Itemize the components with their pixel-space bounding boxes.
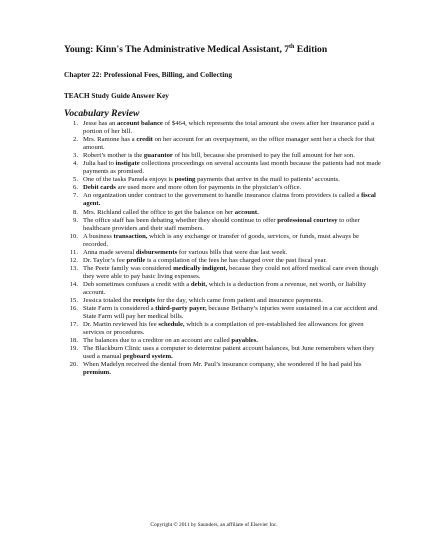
title-edition: Edition: [294, 44, 328, 55]
vocabulary-term: premium.: [83, 369, 111, 377]
guide-heading: TEACH Study Guide Answer Key: [64, 92, 169, 100]
item-number: 17.: [69, 321, 78, 329]
chapter-heading: Chapter 22: Professional Fees, Billing, and Collecting: [64, 70, 233, 79]
list-item: [64, 136, 382, 152]
item-number: 19.: [69, 345, 78, 353]
vocabulary-term: guarantor: [143, 152, 173, 160]
title-text: Young: Kinn's The Administrative Medical Assistant, 7: [64, 44, 290, 55]
item-text: on her account for an overpayment, so the office manager sent her a check for that amount.: [83, 136, 375, 152]
vocabulary-term: debit,: [190, 280, 208, 288]
item-text: because they could not afford medical care even though they were able to pay basic living expenses.: [83, 264, 379, 280]
item-text: An organization under contract to the government to handle insurance claims from providers is called a: [83, 192, 362, 200]
list-item: [64, 160, 382, 176]
vocabulary-term: transaction,: [113, 232, 148, 240]
item-text: payments that arrive in the mail to patients’ accounts.: [195, 176, 340, 184]
item-text: Robert’s mother is the: [83, 152, 144, 160]
list-item: [64, 361, 382, 377]
item-number: 15.: [69, 297, 78, 305]
list-item: [64, 257, 382, 265]
item-number: 3.: [72, 152, 78, 160]
vocabulary-term: account.: [234, 208, 259, 216]
item-number: 6.: [72, 184, 78, 192]
item-text: Jesse has an: [83, 120, 117, 127]
list-item: [64, 265, 382, 281]
item-number: 8.: [72, 208, 78, 216]
list-item: [64, 217, 382, 233]
item-text: When Madelyn received the denial from Mr. Paul’s insurance company, she wondered if he had paid his: [83, 361, 362, 369]
list-item: [64, 281, 382, 297]
vocabulary-term: receipts: [132, 297, 156, 305]
list-item: [64, 297, 382, 305]
vocabulary-term: third-party payer,: [155, 305, 207, 313]
item-number: 10.: [69, 232, 78, 240]
vocabulary-term: disbursements: [135, 248, 178, 256]
list-item: [64, 233, 382, 249]
vocabulary-term: account balance: [117, 120, 163, 127]
item-text: A business: [83, 232, 114, 240]
item-text: The Blackburn Clinic uses a computer to determine patient account balances, but June remembers when they used a manual: [83, 345, 375, 361]
list-item: [64, 192, 382, 208]
list-item: [64, 249, 382, 257]
item-text: The office staff has been debating whether they should continue to offer: [83, 216, 278, 224]
item-text: Mrs. Ramone has a: [83, 136, 137, 144]
item-number: 1.: [72, 120, 78, 127]
list-item: [64, 337, 382, 345]
item-text: Anna made several: [83, 248, 136, 256]
item-text: Dr. Martin reviewed his fee: [83, 321, 159, 329]
item-text: One of the tasks Pamela enjoys is: [83, 176, 175, 184]
vocabulary-term: professional courtesy: [277, 216, 338, 224]
item-text: for various bills that were due last week.: [177, 248, 288, 256]
list-item: [64, 152, 382, 160]
item-text: is a compilation of the fees he has charged over the past fiscal year.: [145, 256, 327, 264]
item-text: State Farm is considered a: [83, 305, 156, 313]
item-number: 16.: [69, 305, 78, 313]
item-text: Julia had to: [83, 160, 116, 168]
vocabulary-term: Debit cards: [83, 184, 116, 192]
item-number: 9.: [72, 216, 78, 224]
vocabulary-term: credit: [136, 136, 153, 144]
item-text: Jessica totaled the: [83, 297, 133, 305]
item-number: 13.: [69, 264, 78, 272]
list-item: [64, 176, 382, 184]
item-text: for the day, which came from patient and insurance payments.: [155, 297, 323, 305]
list-item: [64, 305, 382, 321]
vocabulary-list: [64, 120, 382, 378]
item-number: 14.: [69, 280, 78, 288]
item-number: 4.: [72, 160, 78, 168]
item-number: 5.: [72, 176, 78, 184]
item-text: to other healthcare providers and their staff members.: [83, 216, 360, 232]
vocabulary-term: instigate: [115, 160, 140, 168]
list-item: [64, 120, 382, 136]
vocabulary-term: pegboard system.: [122, 353, 173, 361]
vocabulary-term: medically indigent,: [173, 264, 228, 272]
list-item: [64, 321, 382, 337]
title-superscript: th: [289, 43, 295, 50]
list-item: [64, 345, 382, 361]
vocabulary-term: profile: [126, 256, 146, 264]
item-text: Dr. Taylor’s fee: [83, 256, 127, 264]
list-item: [64, 209, 382, 217]
item-text: Mrs. Richland called the office to get the balance on her: [83, 208, 235, 216]
section-title: Vocabulary Review: [64, 108, 140, 119]
item-text: which is a compilation of pre-established fee allowances for given services or procedures.: [83, 321, 364, 337]
item-number: 11.: [69, 248, 78, 256]
vocabulary-term: posting: [174, 176, 196, 184]
item-text: of $464, which represents the total amount she owes after her insurance paid a portion of her bill.: [83, 120, 375, 136]
item-number: 18.: [69, 337, 78, 345]
item-text: because Bethany’s injuries were sustained in a car accident and State Farm will pay her medical bills.: [83, 305, 378, 321]
item-text: which is any exchange or transfer of goods, services, or funds, must always be recorded.: [83, 232, 359, 248]
copyright-footer: Copyright © 2011 by Saunders, an affiliate of Elsevier Inc.: [150, 522, 278, 528]
item-number: 7.: [72, 192, 78, 200]
item-number: 20.: [69, 361, 78, 369]
list-item: [64, 184, 382, 192]
item-text: of his bill, because she promised to pay the full amount for her son.: [172, 152, 355, 160]
document-title: [64, 44, 394, 56]
item-text: Deb sometimes confuses a credit with a: [83, 280, 191, 288]
item-number: 2.: [72, 136, 78, 144]
item-number: 12.: [69, 256, 78, 264]
item-text: The Peete family was considered: [83, 264, 174, 272]
vocabulary-term: fiscal agent.: [83, 192, 376, 208]
item-text: The balances due to a creditor on an account are called: [83, 337, 232, 345]
vocabulary-term: payables.: [231, 337, 258, 345]
item-text: collections proceedings on several accounts last month because the patients had not made payments as promised.: [83, 160, 381, 176]
vocabulary-term: schedule,: [158, 321, 185, 329]
item-text: are used more and more often for payments in the physician’s office.: [115, 184, 302, 192]
item-text: which is a deduction from a revenue, net worth, or liability account.: [83, 280, 367, 296]
